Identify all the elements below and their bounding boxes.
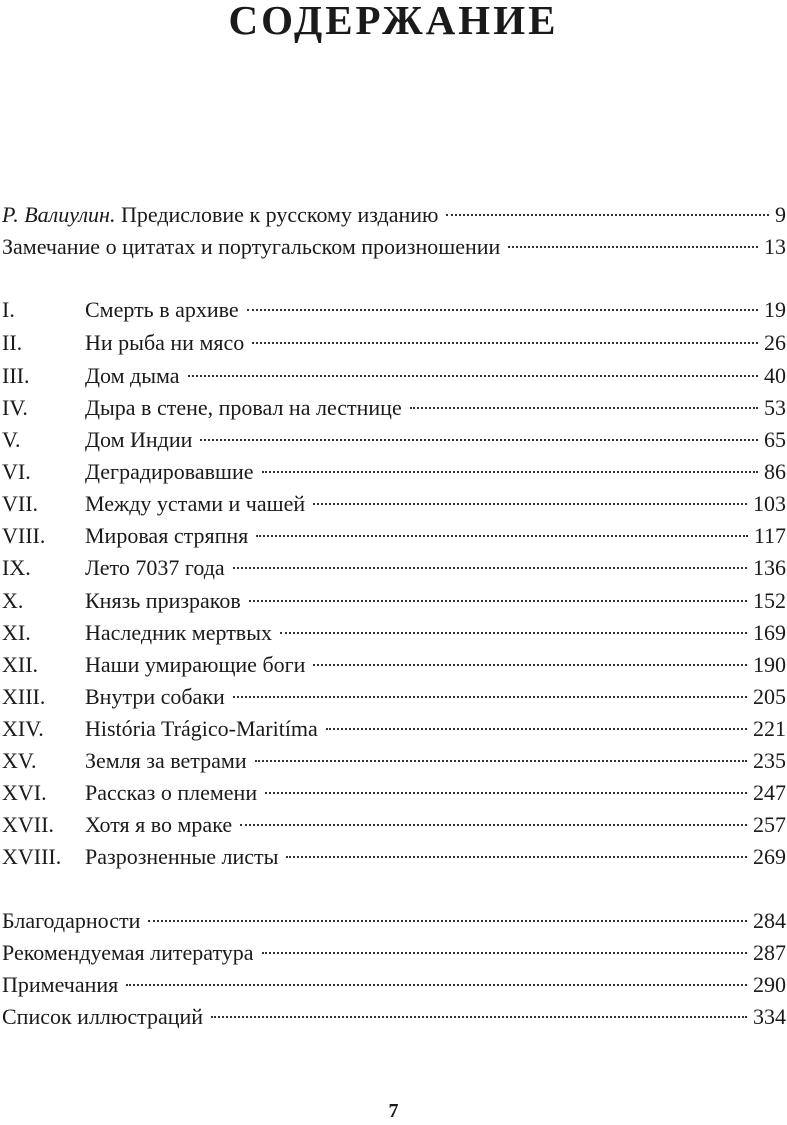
chapter-number: V. (2, 427, 21, 452)
chapter-number: VIII. (2, 523, 46, 548)
toc-page-number: 235 (753, 748, 786, 773)
toc-entry-further-reading[interactable] (2, 937, 786, 969)
dot-leader (280, 632, 747, 634)
chapter-number: XI. (2, 620, 31, 645)
toc-chapter-entry[interactable] (2, 745, 786, 777)
toc-entry-notes[interactable] (2, 969, 786, 1001)
toc-entry-illustrations[interactable] (2, 1001, 786, 1033)
toc-page-number: 65 (764, 427, 786, 452)
toc-entry-note-on-quotes[interactable] (2, 231, 786, 263)
chapter-number: I. (2, 297, 15, 322)
dot-leader (240, 824, 747, 826)
chapter-title: Лето 7037 года (85, 555, 225, 580)
chapter-title: Между устами и чашей (85, 491, 306, 516)
toc-page-number: 284 (753, 908, 786, 933)
dot-leader (255, 760, 747, 762)
toc-page-number: 103 (753, 491, 786, 516)
toc-chapter-entry[interactable] (2, 294, 786, 326)
toc-page-number: 334 (753, 1004, 786, 1029)
chapter-title: Наши умирающие боги (85, 652, 306, 677)
dot-leader (211, 1016, 747, 1018)
toc-chapter-entry[interactable] (2, 713, 786, 745)
toc-chapter-entry[interactable] (2, 777, 786, 809)
dot-leader (252, 342, 758, 344)
dot-leader (262, 952, 747, 954)
chapter-title: Хотя я во мраке (85, 812, 233, 837)
toc-chapter-entry[interactable] (2, 617, 786, 649)
dot-leader (286, 856, 747, 858)
toc-chapter-entry[interactable] (2, 552, 786, 584)
toc-chapter-entry[interactable] (2, 327, 786, 359)
toc-page-number: 287 (753, 940, 786, 965)
toc-entry-author: Р. Валиулин. (2, 202, 116, 227)
toc-page-number: 19 (764, 297, 786, 322)
toc-page-number: 152 (753, 588, 786, 613)
dot-leader (446, 214, 769, 216)
toc-entry-title: Список иллюстраций (2, 1004, 204, 1029)
toc-page-number: 86 (764, 459, 786, 484)
toc-entry-title: Примечания (2, 972, 119, 997)
toc-entry-title: Рекомендуемая литература (2, 940, 254, 965)
dot-leader (508, 246, 758, 248)
toc-chapter-entry[interactable] (2, 456, 786, 488)
dot-leader (148, 920, 747, 922)
page-title: СОДЕРЖАНИЕ (228, 0, 559, 43)
chapter-number: XV. (2, 748, 37, 773)
toc-entry-title: Предисловие к русскому изданию (115, 202, 439, 227)
toc-chapter-entry[interactable] (2, 424, 786, 456)
dot-leader (249, 600, 747, 602)
toc-entry-title: Замечание о цитатах и португальском произношении (2, 234, 501, 259)
chapter-number: X. (2, 588, 24, 613)
dot-leader (256, 535, 748, 537)
dot-leader (410, 407, 758, 409)
toc-page-number: 26 (764, 330, 786, 355)
chapter-number: XIII. (2, 684, 46, 709)
chapter-title: Внутри собаки (85, 684, 225, 709)
toc-chapter-entry[interactable] (2, 392, 786, 424)
toc-page-number: 117 (753, 523, 786, 548)
toc-page-number: 53 (764, 395, 786, 420)
toc-chapter-entry[interactable] (2, 360, 786, 392)
dot-leader (233, 567, 747, 569)
toc-chapter-entry[interactable] (2, 649, 786, 681)
toc-chapter-entry[interactable] (2, 809, 786, 841)
dot-leader (313, 664, 747, 666)
chapter-title: Князь призраков (85, 588, 241, 613)
chapter-title: História Trágico-Maritíma (85, 716, 318, 741)
toc-page-number: 136 (753, 555, 786, 580)
toc-page-number: 269 (753, 844, 786, 869)
chapter-number: III. (2, 363, 30, 388)
chapter-number: XVI. (2, 780, 47, 805)
toc-page-number: 169 (753, 620, 786, 645)
dot-leader (265, 792, 747, 794)
chapter-number: XII. (2, 652, 39, 677)
chapter-number: XIV. (2, 716, 44, 741)
chapter-title: Деградировавшие (85, 459, 254, 484)
toc-entry-text (2, 199, 438, 231)
toc-entry-title: Благодарности (2, 908, 141, 933)
toc-page-number: 247 (753, 780, 786, 805)
toc-chapter-entry[interactable] (2, 520, 786, 552)
toc-page-number: 9 (775, 202, 786, 227)
dot-leader (188, 375, 758, 377)
toc-chapter-entry[interactable] (2, 585, 786, 617)
chapter-title: Ни рыба ни мясо (85, 330, 245, 355)
toc-entry-acknowledgements[interactable] (2, 905, 786, 937)
chapter-title: Дом Индии (85, 427, 193, 452)
page-number: 7 (388, 1100, 399, 1122)
chapter-title: Разрозненные листы (85, 844, 279, 869)
chapter-title: Смерть в архиве (85, 297, 239, 322)
dot-leader (200, 439, 758, 441)
chapter-title: Дом дыма (85, 363, 180, 388)
toc-page-number: 40 (764, 363, 786, 388)
toc-page-number: 13 (764, 234, 786, 259)
chapter-title: Земля за ветрами (85, 748, 247, 773)
dot-leader (247, 309, 758, 311)
toc-chapter-entry[interactable] (2, 681, 786, 713)
dot-leader (326, 728, 747, 730)
dot-leader (126, 984, 747, 986)
toc-page-number: 190 (753, 652, 786, 677)
chapter-title: Мировая стряпня (85, 523, 249, 548)
toc-chapter-entry[interactable] (2, 488, 786, 520)
dot-leader (233, 696, 747, 698)
dot-leader (262, 471, 758, 473)
chapter-number: XVIII. (2, 844, 62, 869)
chapter-number: VI. (2, 459, 31, 484)
dot-leader (313, 503, 747, 505)
toc-chapter-entry[interactable] (2, 841, 786, 873)
chapter-number: IV. (2, 395, 28, 420)
chapter-number: VII. (2, 491, 39, 516)
chapter-title: Наследник мертвых (85, 620, 272, 645)
chapter-title: Рассказ о племени (85, 780, 258, 805)
chapter-title: Дыра в стене, провал на лестнице (85, 395, 402, 420)
toc-page-number: 257 (753, 812, 786, 837)
chapter-number: II. (2, 330, 23, 355)
toc-page-number: 221 (753, 716, 786, 741)
toc-entry-preface[interactable] (2, 199, 786, 231)
chapter-number: XVII. (2, 812, 54, 837)
chapter-number: IX. (2, 555, 31, 580)
toc-page-number: 290 (753, 972, 786, 997)
toc-page-number: 205 (753, 684, 786, 709)
